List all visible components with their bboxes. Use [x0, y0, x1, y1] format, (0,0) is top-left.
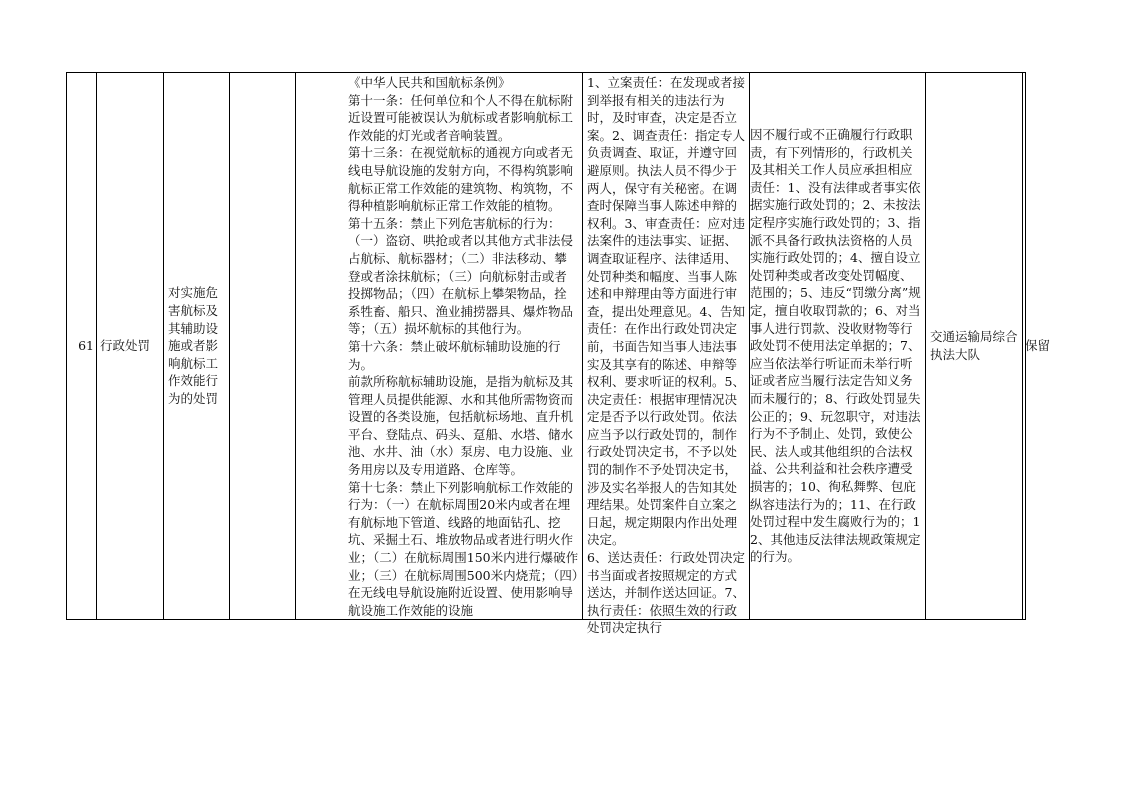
- cell-accountability: [750, 73, 926, 619]
- cell-responsibility: [583, 73, 750, 636]
- cell-item: [164, 73, 230, 619]
- row-responsibility: 1、立案责任：在发现或者接到举报有相关的违法行为时，及时审查，决定是否立案。2、调查责任：指定专人负责调查、取证，并遵守回避原则。执法人员不得少于两人，保守有关秘密。在调查时保障当事人陈述申辩的权利。3、审查责任：应对违法案件的违法事实、证据、调查取证程序、法律适用、处罚种类和幅度、当事人陈述和申辩理由等方面进行审查，提出处理意见。4、告知责任：在作出行政处罚决定前，书面告知当事人违法事实及其享有的陈述、申辩等权利、要求听证的权利。5、决定责任：根据审理情况决定是否予以行政处罚。依法应当予以行政处罚的，制作行政处罚决定书，不予以处罚的制作不予处罚决定书，涉及实名举报人的告知其处理结果。处罚案件自立案之日起，规定期限内作出处理决定。 6、送达责任：行政处罚决定书当面或者按照规定的方式送达，并制作送达回证。7、执行责任：依照生效的行政处罚决定执行: [587, 75, 745, 636]
- row-item-name: 对实施危害航标及其辅助设施或者影响航标工作效能行为的处罚: [168, 285, 219, 406]
- cell-basis: [296, 73, 583, 619]
- cell-number: [67, 73, 97, 619]
- power-list-table: [66, 72, 1051, 636]
- row-legal-basis: 《中华人民共和国航标条例》 第十一条：任何单位和个人不得在航标附近设置可能被误认为航标或者影响航标工作效能的灯光或者音响装置。 第十三条：在视觉航标的通视方向或者无线电导航设施的发射方向，不得构筑影响航标正常工作效能的建筑物、构筑物，不得种植影响航标正常工作效能的植物。 第十五条：禁止下列危害航标的行为：（一）盗窃、哄抢或者以其他方式非法侵占航标、航标器材；（二）非法移动、攀登或者涂抹航标；（三）向航标射击或者投掷物品；（四）在航标上攀架物品，拴系牲畜、船只、渔业捕捞器具、爆炸物品等；（五）损坏航标的其他行为。 第十六条：禁止破坏航标辅助设施的行为。 前款所称航标辅助设施，是指为航标及其管理人员提供能源、水和其他所需物资而设置的各类设施，包括航标场地、直升机平台、登陆点、码头、趸船、水塔、储水池、水井、油（水）泵房、电力设施、业务用房以及专用道路、仓库等。 第十七条：禁止下列影响航标工作效能的行为：（一）在航标周围20米内或者在埋有航标地下管道、线路的地面钻孔、挖坑、采掘土石、堆放物品或者进行明火作业；（二）在航标周围150米内进行爆破作业；（三）在航标周围500米内烧荒；（四）在无线电导航设施附近设置、使用影响导航设施工作效能的设施: [348, 75, 579, 618]
- row-accountability: 因不履行或不正确履行行政职责，有下列情形的，行政机关及其相关工作人员应承担相应责任：1、没有法律或者事实依据实施行政处罚的；2、未按法定程序实施行政处罚的；3、指派不具备行政执法资格的人员实施行政处罚的；4、擅自设立处罚种类或者改变处罚幅度、范围的；5、违反“罚缴分离”规定，擅自收取罚款的；6、对当事人进行罚款、没收财物等行政处罚不使用法定单据的；7、应当依法举行听证而未举行听证或者应当履行法定告知义务而未履行的；8、行政处罚显失公正的；9、玩忽职守，对违法行为不予制止、处罚，致使公民、法人或其他组织的合法权益、公共利益和社会秩序遭受损害的；10、徇私舞弊、包庇纵容违法行为的；11、在行政处罚过程中发生腐败行为的；12、其他违反法律法规政策规定的行为。: [750, 127, 921, 565]
- row-remark: 保留: [1025, 338, 1051, 354]
- row-category: 行政处罚: [100, 338, 151, 354]
- cell-remark: [1023, 73, 1093, 619]
- cell-category: [97, 73, 164, 619]
- cell-sub-item: [230, 73, 296, 619]
- row-number: 61: [78, 338, 94, 354]
- row-department: 交通运输局综合执法大队: [930, 329, 1018, 362]
- cell-department: [926, 73, 1023, 619]
